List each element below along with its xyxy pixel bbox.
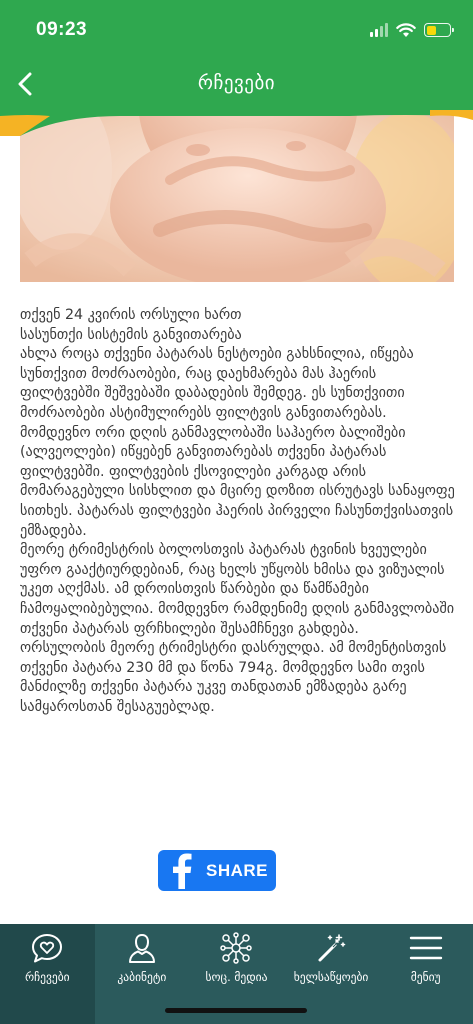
header-wave <box>0 110 473 136</box>
tab-label: რჩევები <box>24 970 70 984</box>
menu-icon <box>408 932 444 964</box>
heart-bubble-icon <box>29 932 65 964</box>
page-title: რჩევები <box>197 72 276 94</box>
person-icon <box>124 932 160 964</box>
battery-icon <box>424 23 451 37</box>
tab-menu[interactable] <box>378 924 473 1024</box>
tab-label: მენიუ <box>410 970 441 984</box>
status-time: 09:23 <box>36 19 88 40</box>
tab-label: სოც. მედია <box>205 970 268 984</box>
magic-wand-icon <box>313 932 349 964</box>
social-network-icon <box>218 932 254 964</box>
share-label: SHARE <box>206 860 269 880</box>
facebook-share-button[interactable] <box>158 850 276 891</box>
status-icons <box>370 20 451 40</box>
tab-label: კაბინეტი <box>117 970 167 984</box>
home-indicator <box>165 1008 307 1013</box>
tab-tips[interactable] <box>0 924 95 1024</box>
status-bar <box>0 0 473 58</box>
facebook-icon <box>164 850 200 891</box>
wifi-icon <box>396 23 416 38</box>
nav-bar <box>0 58 473 110</box>
tab-label: ხელსაწყოები <box>293 970 369 984</box>
article-text: თქვენ 24 კვირის ორსული ხართ სასუნთქი სისტემის განვითარება ახლა როცა თქვენი პატარას ნესტოები გახსნილია, იწყება სუნთქვით მოძრაობები, რაც დაეხმარება მას ჰაერის ფილტვებში შეშვებაში დაბადების შემდეგ. ეს სუნთქვითი მოძრაობები ასტიმულირებს ფილტვის განვითარებას. მომდევნო ორი დღის განმავლობაში საჰაერო ბალიშები (ალვეოლები) იწყებენ განვითარებას თქვენი პატარას ფილტვებში. ფილტვების ქსოვილები კარგად არის მომარაგებული სისხლით და მცირე დოზით ისრუტავს სანაყოფე სითხეს. პატარას ფილტვები ჰაერის პირველი ჩასუნთქვისათვის ემზადება. მეორე ტრიმესტრის ბოლოსთვის პატარას ტვინის ხვეულები უფრო გააქტიურდებიან, რაც ხელს უწყობს ხმისა და ვიზუალის უკეთ აღქმას. ამ დროისთვის წარბები და წამწამები ჩამოყალიბებულია. მომდევნო რამდენიმე დღის განმავლობაში თქვენი პატარას ფრჩხილები შესამჩნევი გახდება. ორსულობის მეორე ტრიმესტრი დასრულდა. ამ მომენტისთვის თქვენი პატარა 230 მმ და წონა 794გ. მომდევნო სამი თვის მანძილზე თქვენი პატარა უკვე თანდათან ემზადება გარე სამყაროსთან შესაგუებლად. <box>20 307 455 715</box>
signal-icon <box>370 23 388 37</box>
